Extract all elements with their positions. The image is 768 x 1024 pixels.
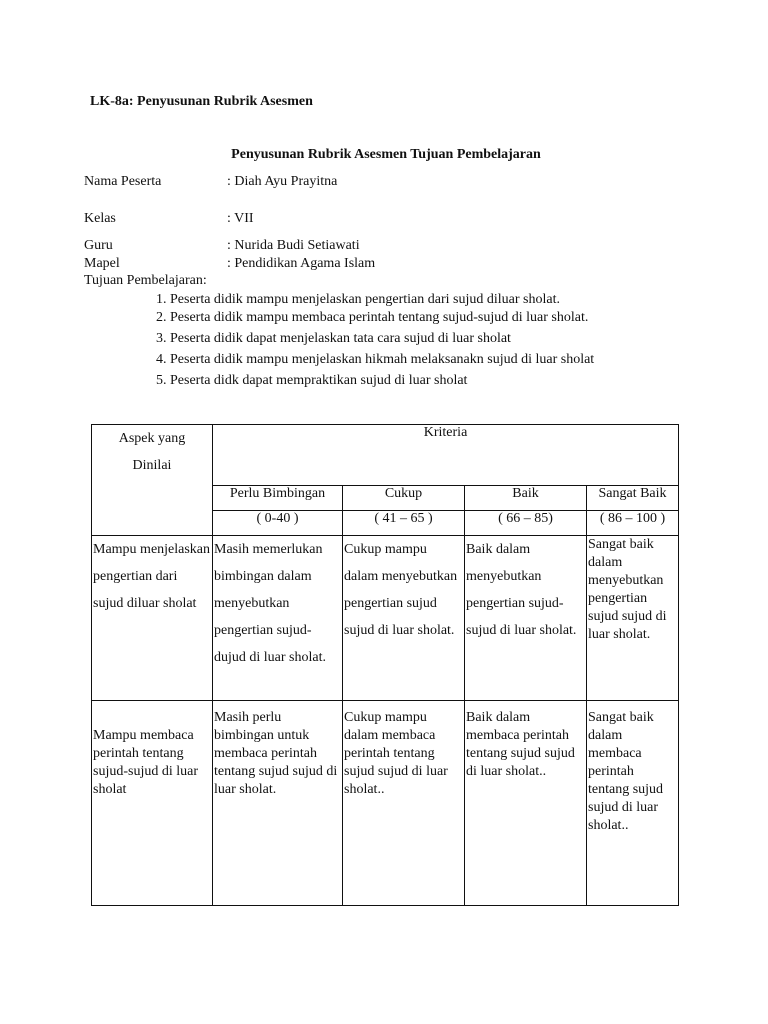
cell-text: Cukup mampu dalam membaca perintah tentang sujud sujud di luar sholat..	[344, 710, 448, 797]
criteria-cell	[465, 701, 587, 906]
level-range: ( 66 – 85)	[465, 511, 587, 536]
cell-text: Mampu membaca perintah tentang sujud-sujud di luar sholat	[93, 728, 198, 797]
guru-value: : Nurida Budi Setiawati	[227, 238, 360, 253]
guru-label: Guru	[84, 238, 113, 253]
aspect-cell	[92, 536, 213, 701]
objective-item: 2. Peserta didik mampu membaca perintah tentang sujud-sujud di luar sholat.	[156, 310, 589, 325]
level-range: ( 86 – 100 )	[587, 511, 679, 536]
kelas-label: Kelas	[84, 211, 116, 226]
level-name: Sangat Baik	[587, 486, 679, 511]
document-title: LK-8a: Penyusunan Rubrik Asesmen	[90, 94, 313, 109]
objectives-label: Tujuan Pembelajaran:	[84, 273, 207, 288]
objective-item: 1. Peserta didik mampu menjelaskan pengertian dari sujud diluar sholat.	[156, 292, 560, 307]
level-range: ( 0-40 )	[213, 511, 343, 536]
aspect-header-line2: Dinilai	[132, 458, 172, 473]
cell-text: Baik dalam menyebutkan pengertian sujud-sujud di luar sholat.	[466, 542, 577, 638]
mapel-label: Mapel	[84, 256, 120, 271]
cell-text: Sangat baik dalam menyebutkan pengertian sujud sujud di luar sholat.	[588, 537, 667, 642]
objective-item: 5. Peserta didk dapat mempraktikan sujud di luar sholat	[156, 373, 468, 388]
level-name: Cukup	[343, 486, 465, 511]
criteria-cell	[213, 536, 343, 701]
section-title: Penyusunan Rubrik Asesmen Tujuan Pembelajaran	[231, 147, 541, 162]
cell-text: Masih memerlukan bimbingan dalam menyebutkan pengertian sujud-dujud di luar sholat.	[214, 542, 326, 665]
nama-label: Nama Peserta	[84, 174, 162, 189]
aspect-header	[92, 425, 213, 536]
cell-text: Sangat baik dalam membaca perintah tentang sujud sujud di luar sholat..	[588, 710, 664, 833]
rubric-table	[91, 424, 679, 906]
criteria-cell	[465, 536, 587, 701]
criteria-cell	[343, 701, 465, 906]
cell-text: Baik dalam membaca perintah tentang sujud sujud di luar sholat..	[466, 710, 575, 779]
level-name: Perlu Bimbingan	[213, 486, 343, 511]
kelas-value: : VII	[227, 211, 254, 226]
criteria-header: Kriteria	[213, 425, 679, 486]
cell-text: Mampu menjelaskan pengertian dari sujud diluar sholat	[93, 542, 211, 611]
table-row	[92, 701, 679, 906]
level-name: Baik	[465, 486, 587, 511]
nama-value: : Diah Ayu Prayitna	[227, 174, 338, 189]
table-row	[92, 536, 679, 701]
aspect-cell	[92, 701, 213, 906]
aspect-header-line1: Aspek yang	[118, 431, 186, 446]
criteria-cell	[587, 701, 679, 906]
criteria-cell	[343, 536, 465, 701]
criteria-cell	[213, 701, 343, 906]
criteria-cell	[587, 536, 679, 701]
level-range: ( 41 – 65 )	[343, 511, 465, 536]
table-header-row	[92, 425, 679, 486]
mapel-value: : Pendidikan Agama Islam	[227, 256, 376, 271]
cell-text: Cukup mampu dalam menyebutkan pengertian sujud sujud di luar sholat.	[344, 542, 458, 638]
cell-text: Masih perlu bimbingan untuk membaca perintah tentang sujud sujud di luar sholat.	[214, 710, 338, 797]
objective-item: 4. Peserta didik mampu menjelaskan hikmah melaksanakn sujud di luar sholat	[156, 352, 595, 367]
objective-item: 3. Peserta didik dapat menjelaskan tata cara sujud di luar sholat	[156, 331, 511, 346]
